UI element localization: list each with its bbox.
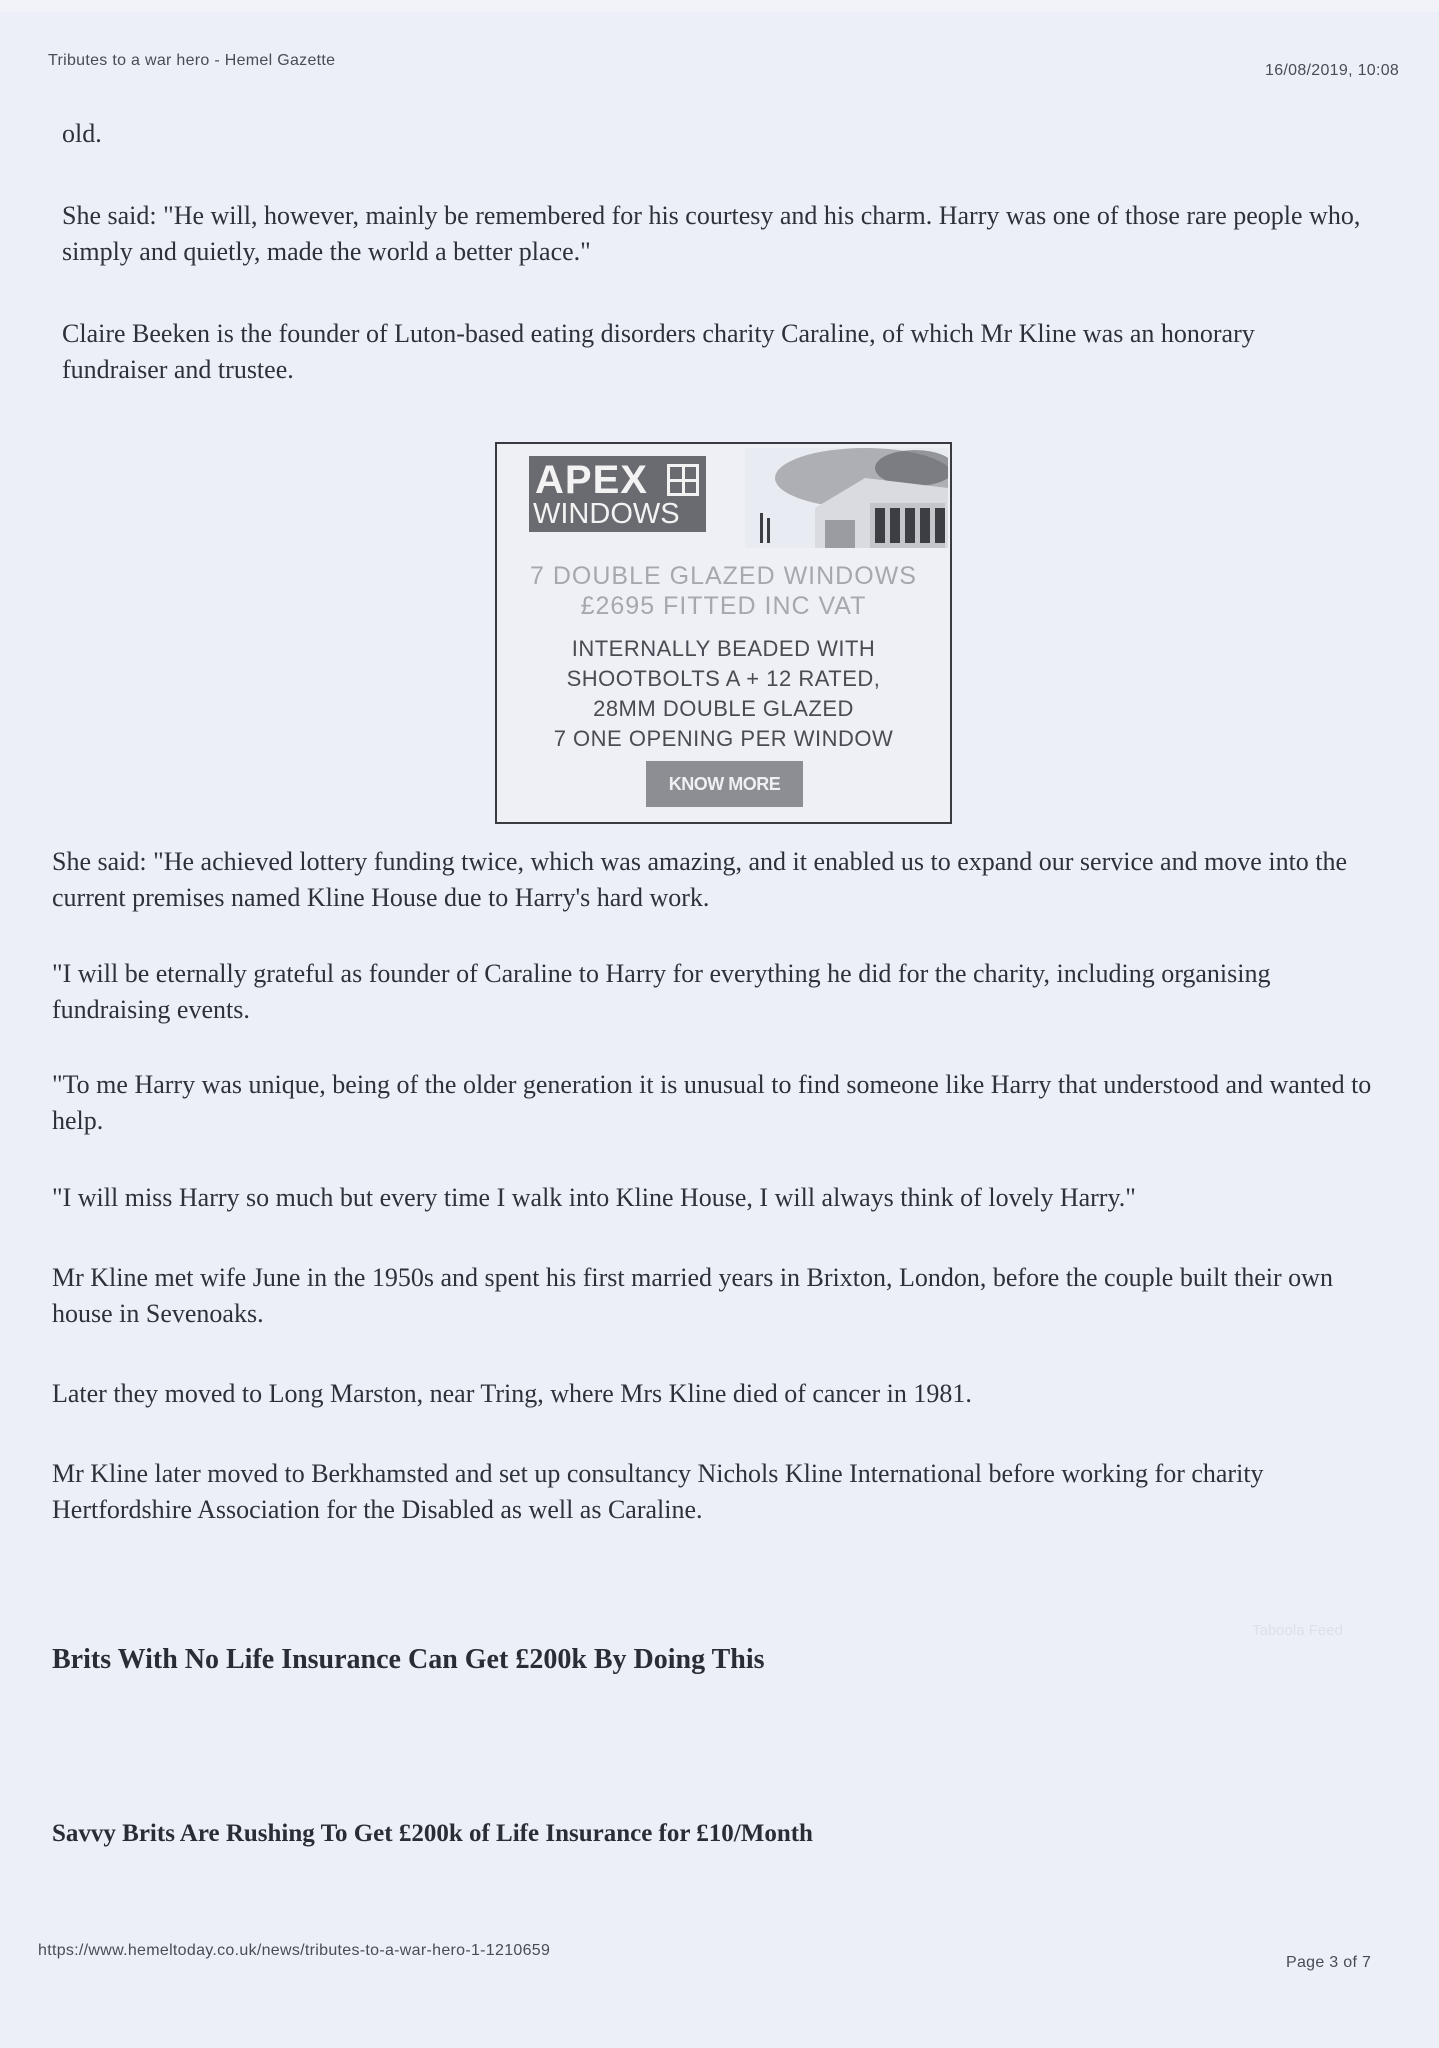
ad-body-line: 28MM DOUBLE GLAZED — [593, 696, 854, 721]
know-more-button[interactable]: KNOW MORE — [646, 761, 803, 807]
sponsored-headline-link[interactable]: Brits With No Life Insurance Can Get £200k By Doing This — [52, 1644, 765, 1675]
ad-body-line: SHOOTBOLTS A + 12 RATED, — [566, 666, 881, 691]
article-paragraph: Mr Kline later moved to Berkhamsted and set up consultancy Nichols Kline International before working for charity Hertfordshire Association for the Disabled as well as Caraline. — [52, 1459, 1264, 1524]
article-paragraph: She said: "He will, however, mainly be remembered for his courtesy and his charm. Harry was one of those rare people who, simply and quietly, made the world a better place." — [62, 201, 1361, 266]
ad-body-line: INTERNALLY BEADED WITH — [571, 636, 876, 661]
ad-offer-line: 7 DOUBLE GLAZED WINDOWS — [530, 562, 917, 590]
house-photo — [745, 448, 948, 548]
article-paragraph: Later they moved to Long Marston, near Tring, where Mrs Kline died of cancer in 1981. — [52, 1379, 972, 1408]
article-paragraph: Claire Beeken is the founder of Luton-based eating disorders charity Caraline, of which Mr Kline was an honorary fundraiser and trustee. — [62, 319, 1255, 384]
article-paragraph: "I will be eternally grateful as founder of Caraline to Harry for everything he did for the charity, including organising fundraising events. — [52, 959, 1271, 1024]
printed-page — [0, 12, 1439, 2048]
page-header-title: Tributes to a war hero - Hemel Gazette — [48, 52, 336, 69]
advertisement-apex-windows[interactable] — [495, 442, 952, 824]
article-paragraph: "I will miss Harry so much but every time I walk into Kline House, I will always think of lovely Harry." — [52, 1183, 1136, 1212]
page-header-datetime: 16/08/2019, 10:08 — [1265, 62, 1400, 79]
ad-body-line: 7 ONE OPENING PER WINDOW — [553, 726, 894, 751]
article-paragraph: Mr Kline met wife June in the 1950s and spent his first married years in Brixton, London, before the couple built their own house in Sevenoaks. — [52, 1263, 1333, 1328]
apex-windows-logo: APEX WINDOWS — [529, 456, 706, 532]
article-paragraph: "To me Harry was unique, being of the older generation it is unusual to find someone like Harry that understood and wanted to help. — [52, 1070, 1372, 1135]
ad-offer-price: £2695 FITTED INC VAT — [580, 592, 867, 620]
page-footer-url: https://www.hemeltoday.co.uk/news/tributes-to-a-war-hero-1-1210659 — [38, 1942, 551, 1959]
taboola-feed-label: Taboola Feed — [1252, 1622, 1343, 1639]
window-icon — [667, 464, 699, 496]
article-paragraph: She said: "He achieved lottery funding twice, which was amazing, and it enabled us to expand our service and move into the current premises named Kline House due to Harry's hard work. — [52, 847, 1348, 912]
page-footer-number: Page 3 of 7 — [1286, 1954, 1372, 1971]
sponsored-headline-link[interactable]: Savvy Brits Are Rushing To Get £200k of Life Insurance for £10/Month — [52, 1820, 813, 1847]
article-paragraph: old. — [62, 119, 102, 148]
